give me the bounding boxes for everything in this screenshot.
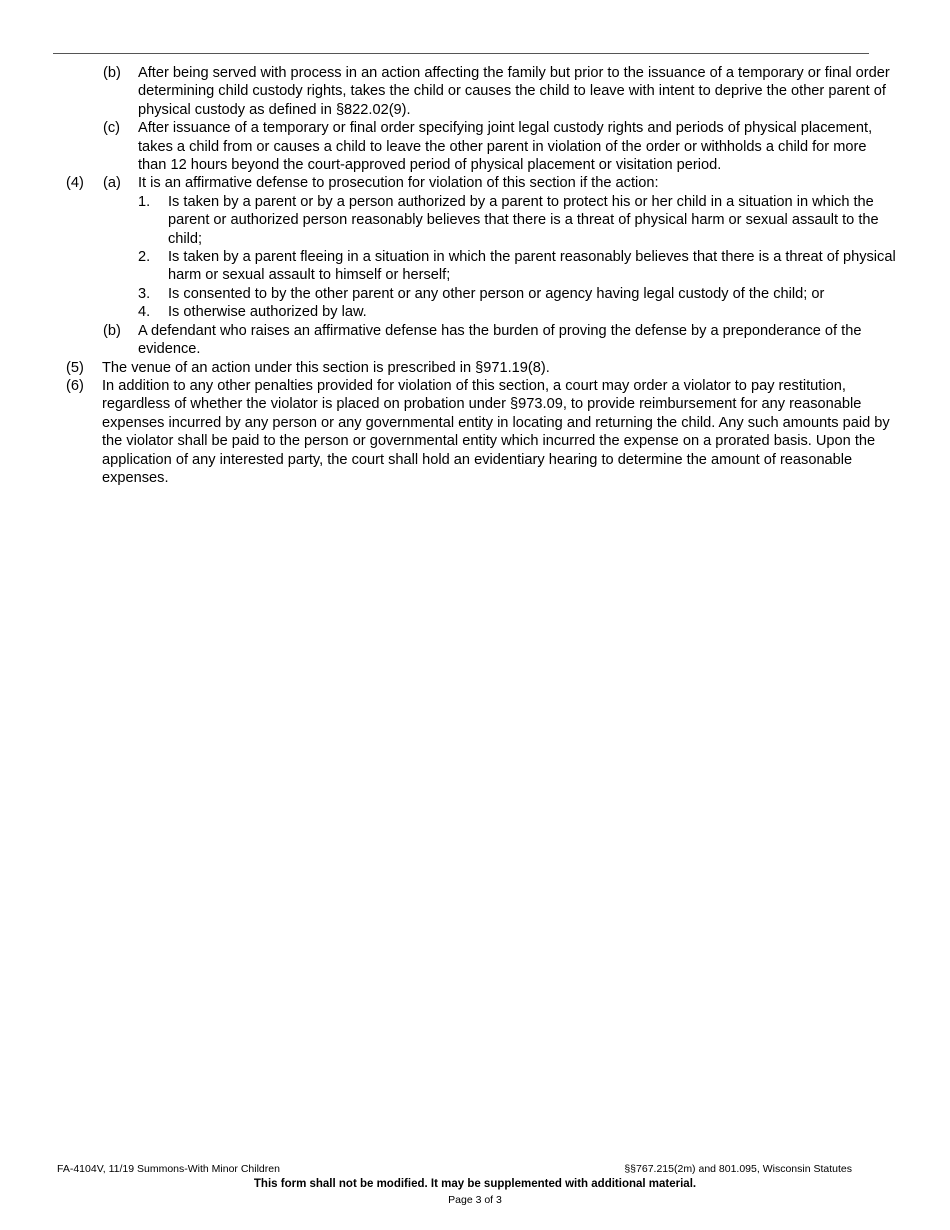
paragraph-4a: [0, 174, 950, 192]
section-label: (5): [66, 359, 84, 376]
paragraph-text: It is an affirmative defense to prosecution for violation of this section if the action:: [138, 175, 659, 192]
list-item: [0, 285, 950, 303]
top-divider: [53, 53, 869, 54]
list-item-text: Is taken by a parent fleeing in a situation in which the parent reasonably believes that there is a threat of physical harm or sexual assault to himself or herself;: [168, 249, 896, 284]
list-item-text: Is otherwise authorized by law.: [168, 304, 367, 321]
modification-notice: This form shall not be modified. It may be supplemented with additional material.: [253, 1178, 697, 1190]
list-item-number: 4.: [138, 304, 151, 321]
paragraph-text: After being served with process in an action affecting the family but prior to the issuance of a temporary or final order determining child custody rights, takes the child or causes the child to leave with intent to deprive the other parent of physical custody as defined in §822.02(9).: [138, 65, 890, 118]
list-item-text: Is consented to by the other parent or any other person or agency having legal custody of the child; or: [168, 285, 825, 302]
paragraph-label: (b): [103, 65, 121, 81]
paragraph-text: A defendant who raises an affirmative defense has the burden of proving the defense by a preponderance of the evidence.: [138, 322, 862, 358]
statute-text: [0, 64, 950, 487]
paragraph-label: (b): [103, 322, 121, 339]
paragraph-4b: [0, 322, 950, 359]
paragraph-label: (c): [103, 120, 121, 137]
section-text: The venue of an action under this section is prescribed in §971.19(8).: [102, 359, 550, 376]
section-label: (6): [66, 377, 84, 394]
section-text: In addition to any other penalties provided for violation of this section, a court may order a violator to pay restitution, regardless of whether the violator is placed on probation under §973.09, to provide reimbursement for any reasonable expenses incurred by any person or any governmental entity in locating and returning the child. Any such amounts paid by the violator shall be paid to the person or governmental entity which incurred the expense on a prorated basis. Upon the application of any interested party, the court shall hold an evidentiary hearing to determine the amount of reasonable expenses.: [102, 377, 890, 486]
form-identifier: FA-4104V, 11/19 Summons-With Minor Children: [57, 1163, 280, 1175]
statute-reference: §§767.215(2m) and 801.095, Wisconsin Statutes: [624, 1163, 852, 1175]
page-number: Page 3 of 3: [448, 1194, 502, 1206]
paragraph-3b: [0, 64, 950, 119]
section-label: (4): [66, 175, 84, 192]
section-6: [0, 377, 950, 487]
paragraph-text: After issuance of a temporary or final order specifying joint legal custody rights and periods of physical placement, takes a child from or causes a child to leave the other parent in violation of the order or withholds a child for more than 12 hours beyond the court-approved period of physical placement or visitation period.: [138, 120, 873, 174]
list-item: [0, 193, 950, 248]
list-item-text: Is taken by a parent or by a person authorized by a parent to protect his or her child in a situation in which the parent or authorized person reasonably believes that there is a threat of physical harm or sexual assault to the child;: [168, 193, 879, 247]
list-item: [0, 303, 950, 321]
section-5: [0, 359, 950, 377]
list-item-number: 1.: [138, 193, 151, 210]
paragraph-label: (a): [103, 175, 121, 192]
paragraph-3c: [0, 119, 950, 174]
list-item-number: 3.: [138, 285, 151, 302]
list-item-number: 2.: [138, 249, 151, 266]
list-item: [0, 248, 950, 285]
